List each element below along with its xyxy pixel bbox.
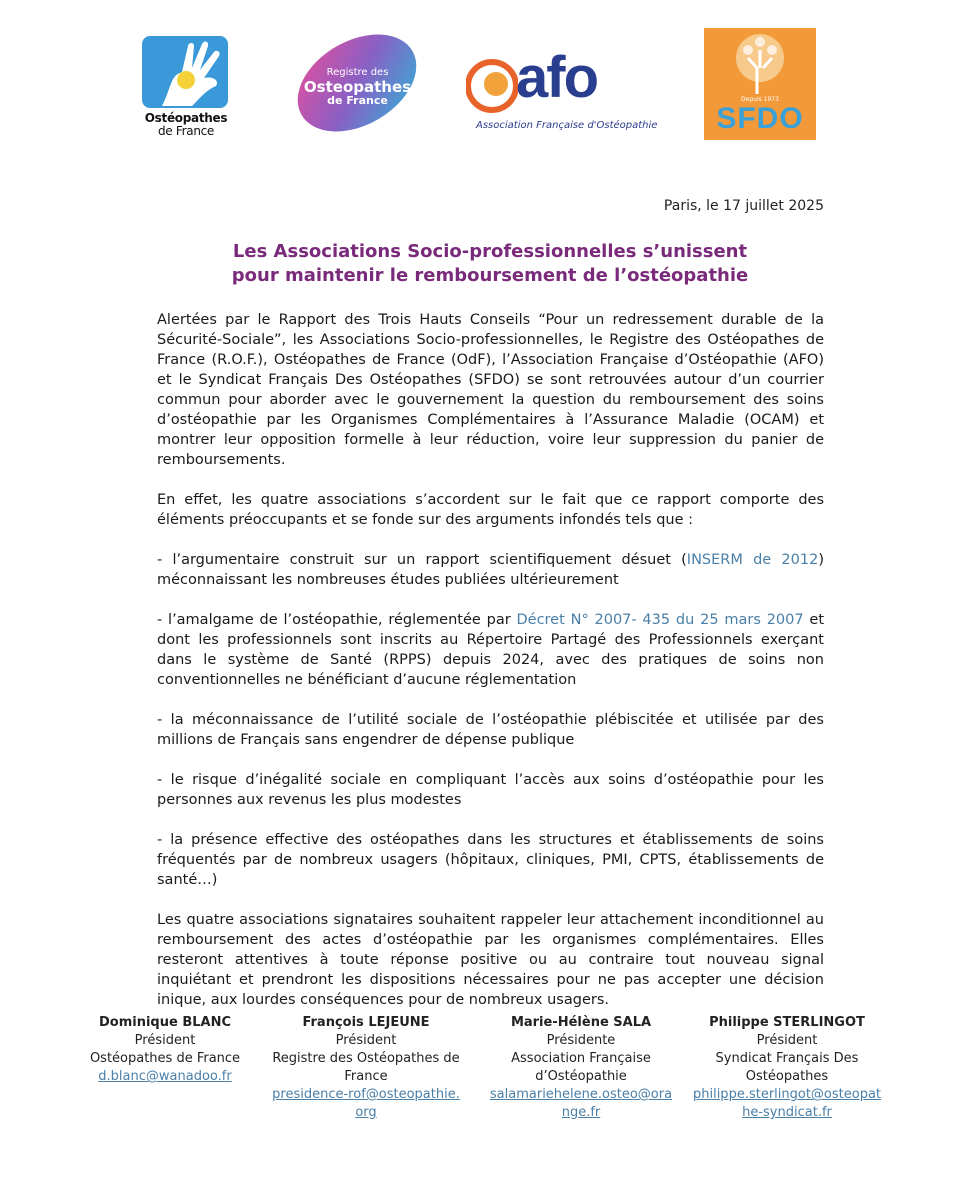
inserm-link[interactable]: INSERM de 2012 <box>686 552 819 568</box>
intro-paragraph: Alertées par le Rapport des Trois Hauts Conseils “Pour un redressement durable de la Sécurité-Sociale”, les Associations Socio-professionnelles, le Registre des Ostéopathes de France (R.O.F.), Ostéopathes de France (OdF), l’Association Française d’Ostéopathie (AFO) et le Syndicat Français Des Ostéopathes (SFDO) se sont retrouvées autour d’un courrier commun pour aborder avec le gouvernement la question du remboursement des soins d’ostéopathie par les Organismes Complémentaires à l’Assurance Maladie (OCAM) et montrer leur opposition formelle à leur réduction, voire leur suppression du panier de remboursements. <box>157 312 824 468</box>
title-line-1: Les Associations Socio-professionnelles s’unissent <box>232 241 748 262</box>
title-line-2: pour maintenir le remboursement de l’ostéopathie <box>231 265 749 286</box>
argument-4: - le risque d’inégalité sociale en compliquant l’accès aux soins d’ostéopathie pour les personnes aux revenus les plus modestes <box>157 772 824 808</box>
signature-afo <box>486 1014 676 1122</box>
rof-logo <box>290 26 425 141</box>
signatory-org: Ostéopathes de France <box>89 1051 241 1066</box>
decret-link[interactable]: Décret N° 2007- 435 du 25 mars 2007 <box>516 612 804 628</box>
signature-odf <box>70 1014 260 1086</box>
afo-swirl-icon <box>466 56 518 116</box>
argument-1: - l’argumentaire construit sur un rapport scientifiquement désuet (INSERM de 2012) méconnaissant les nombreuses études publiées ultérieurement <box>157 552 824 588</box>
conclusion-paragraph: Les quatre associations signataires souhaitent rappeler leur attachement inconditionnel au remboursement des actes d’ostéopathie par les organismes complémentaires. Elles resteront attentives à toute réponse positive ou au contraire tout nouveau signal inquiétant et prendront les dispositions nécessaires pour ne pas accepter une décision inique, aux lourdes conséquences pour de nombreux usagers. <box>157 912 824 1008</box>
signatory-name: Marie-Hélène SALA <box>510 1015 652 1030</box>
signatory-name: Philippe STERLINGOT <box>709 1015 865 1030</box>
tree-icon <box>704 28 816 98</box>
sfdo-logo <box>704 28 816 140</box>
signatory-name: Dominique BLANC <box>98 1015 231 1030</box>
document-body <box>157 310 824 1030</box>
signatory-name: François LEJEUNE <box>302 1015 430 1030</box>
afo-wordmark: afo <box>516 45 597 110</box>
odf-logo-text: Ostéopathes de France <box>144 111 228 138</box>
signatory-org: Association Française d’Ostéopathie <box>511 1051 651 1084</box>
signature-sfdo <box>692 1014 882 1122</box>
afo-logo <box>466 45 658 131</box>
argument-2: - l’amalgame de l’ostéopathie, réglementée par Décret N° 2007- 435 du 25 mars 2007 et dont les professionnels sont inscrits au Répertoire Partagé des Professionnels exerçant dans le système de Santé (RPPS) depuis 2024, avec des pratiques de soins non conventionnelles ne bénéficiant d’aucune réglementation <box>157 612 825 688</box>
context-paragraph: En effet, les quatre associations s’accordent sur le fait que ce rapport comporte des éléments préoccupants et se fonde sur des arguments infondés tels que : <box>157 492 824 528</box>
document-date: Paris, le 17 juillet 2025 <box>663 198 824 214</box>
rof-logo-text: Registre des Osteopathes de France <box>303 67 412 107</box>
afo-subtitle: Association Française d'Ostéopathie <box>476 120 658 131</box>
odf-logo <box>138 36 234 151</box>
signatory-email-link[interactable]: philippe.sterlingot@osteopathe-syndicat.fr <box>692 1087 882 1120</box>
signatory-email-link[interactable]: presidence-rof@osteopathie.org <box>272 1087 460 1120</box>
signatory-role: Présidente <box>546 1033 616 1048</box>
odf-hand-icon <box>142 36 228 108</box>
argument-3: - la méconnaissance de l’utilité sociale de l’ostéopathie plébiscitée et utilisée par des millions de Français sans engendrer de dépense publique <box>157 712 824 748</box>
signatory-email-link[interactable]: salamariehelene.osteo@orange.fr <box>489 1087 673 1120</box>
document-title <box>0 240 960 288</box>
signatory-role: Président <box>756 1033 818 1048</box>
signatory-org: Syndicat Français Des Ostéopathes <box>715 1051 859 1084</box>
signatory-org: Registre des Ostéopathes de France <box>272 1051 460 1084</box>
signatory-email-link[interactable]: d.blanc@wanadoo.fr <box>98 1069 232 1084</box>
sfdo-wordmark: SFDO <box>716 102 804 135</box>
signature-rof <box>271 1014 461 1122</box>
signatory-role: Président <box>134 1033 196 1048</box>
sfdo-since: Depuis 1973 <box>741 96 779 103</box>
argument-5: - la présence effective des ostéopathes dans les structures et établissements de soins fréquentés par de nombreux usagers (hôpitaux, cliniques, PMI, CPTS, établissements de santé…) <box>157 832 824 888</box>
logo-row <box>0 26 960 156</box>
signatory-role: Président <box>335 1033 397 1048</box>
